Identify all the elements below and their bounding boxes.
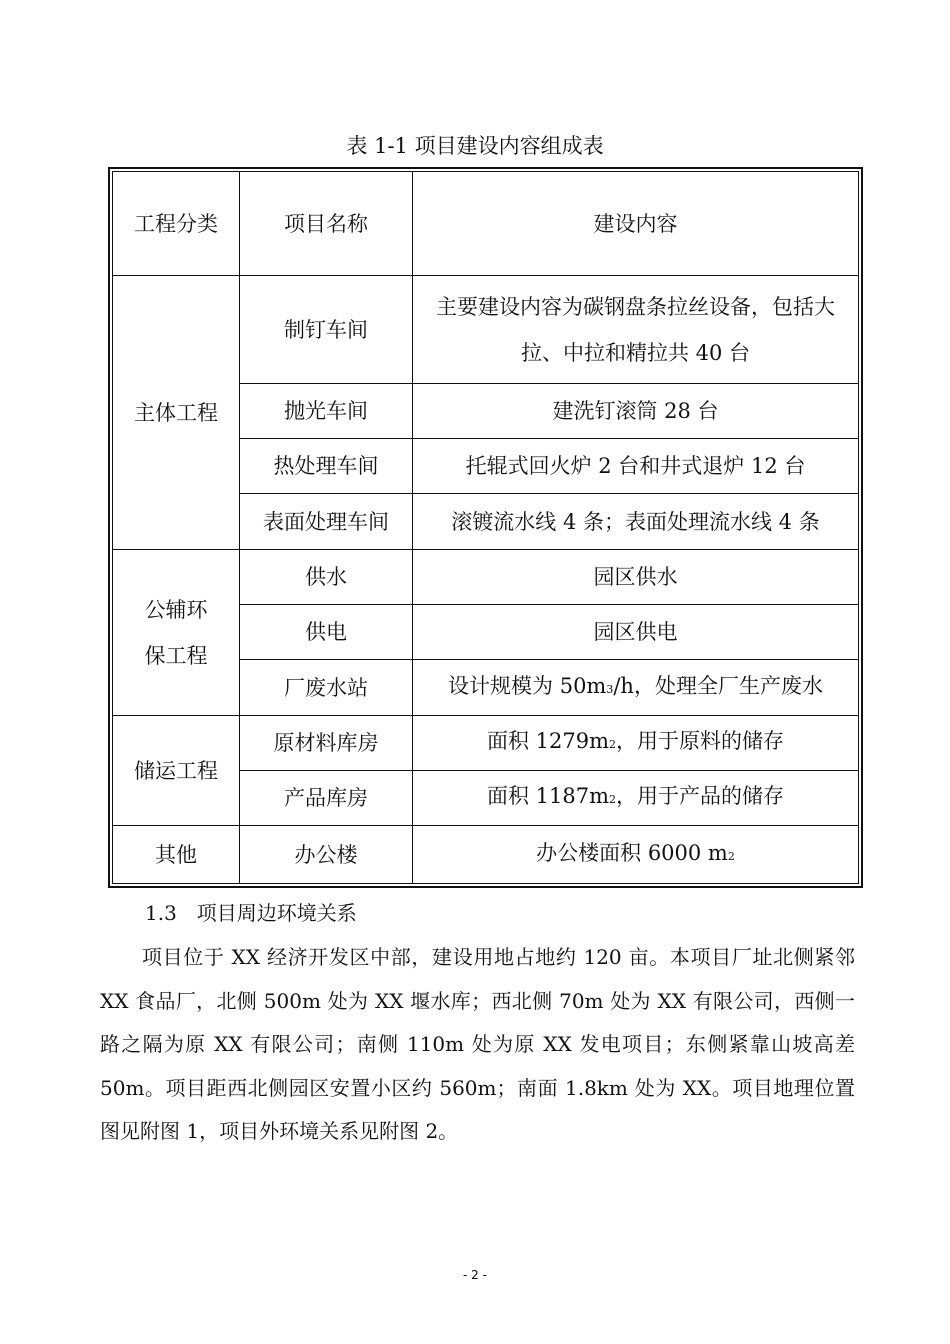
- row-name: 供水: [240, 550, 413, 605]
- table-row: [113, 716, 859, 771]
- content-text: 办公楼面积 6000 m: [536, 840, 728, 865]
- row-name: 供电: [240, 605, 413, 660]
- row-content: [413, 826, 859, 884]
- content-text: ，用于原料的储存: [616, 729, 785, 753]
- row-name: 抛光车间: [240, 384, 413, 439]
- row-name: 制钉车间: [240, 276, 413, 384]
- group-storage: 储运工程: [113, 716, 240, 826]
- unit-superscript: 2: [609, 793, 617, 806]
- row-content: 托辊式回火炉 2 台和井式退炉 12 台: [413, 439, 859, 494]
- row-name: 热处理车间: [240, 439, 413, 494]
- table-row: [113, 826, 859, 884]
- table-caption: 表 1-1 项目建设内容组成表: [346, 134, 604, 158]
- row-name: 原材料库房: [240, 716, 413, 771]
- group-other: 其他: [113, 826, 240, 884]
- row-content: 滚镀流水线 4 条；表面处理流水线 4 条: [413, 494, 859, 550]
- header-project-name: 项目名称: [240, 172, 413, 276]
- row-content: 建洗钉滚筒 28 台: [413, 384, 859, 439]
- header-category: 工程分类: [113, 172, 240, 276]
- row-content: [413, 771, 859, 826]
- row-content: 园区供水: [413, 550, 859, 605]
- table-header-row: [113, 172, 859, 276]
- row-name: 办公楼: [240, 826, 413, 884]
- row-content: 主要建设内容为碳钢盘条拉丝设备，包括大拉、中拉和精拉共 40 台: [413, 276, 859, 384]
- row-content: 园区供电: [413, 605, 859, 660]
- unit-superscript: 3: [606, 682, 614, 696]
- row-name: 厂废水站: [240, 660, 413, 716]
- header-content: 建设内容: [413, 172, 859, 276]
- content-text: /h，处理全厂生产废水: [613, 673, 823, 698]
- content-text: 面积 1187m: [486, 784, 610, 808]
- table-row: [113, 276, 859, 384]
- content-text: 设计规模为 50m: [448, 673, 607, 698]
- group-aux: 公辅环保工程: [113, 550, 240, 716]
- unit-superscript: 2: [609, 738, 617, 751]
- construction-content-table: [108, 167, 863, 888]
- row-content: [413, 660, 859, 716]
- page-number: - 2 -: [463, 1268, 487, 1282]
- row-name: 表面处理车间: [240, 494, 413, 550]
- group-main: 主体工程: [113, 276, 240, 550]
- table-row: [113, 550, 859, 605]
- content-text: 面积 1279m: [486, 729, 610, 753]
- unit-superscript: 2: [727, 849, 735, 863]
- body-paragraph: 项目位于 XX 经济开发区中部，建设用地占地约 120 亩。本项目厂址北侧紧邻 XX 食品厂，北侧 500m 处为 XX 堰水库；西北侧 70m 处为 XX 有限公司，西侧一路之隔为原 XX 有限公司；南侧 110m 处为原 XX 发电项目；东侧紧靠山坡高差 50m。项目距西北侧园区安置小区约 560m；南面 1.8km 处为 XX。项目地理位置图见附图 1，项目外环境关系见附图 2。: [100, 945, 855, 1143]
- section-heading: 1.3 项目周边环境关系: [145, 901, 357, 925]
- row-content: [413, 716, 859, 771]
- content-text: ，用于产品的储存: [616, 784, 785, 808]
- row-name: 产品库房: [240, 771, 413, 826]
